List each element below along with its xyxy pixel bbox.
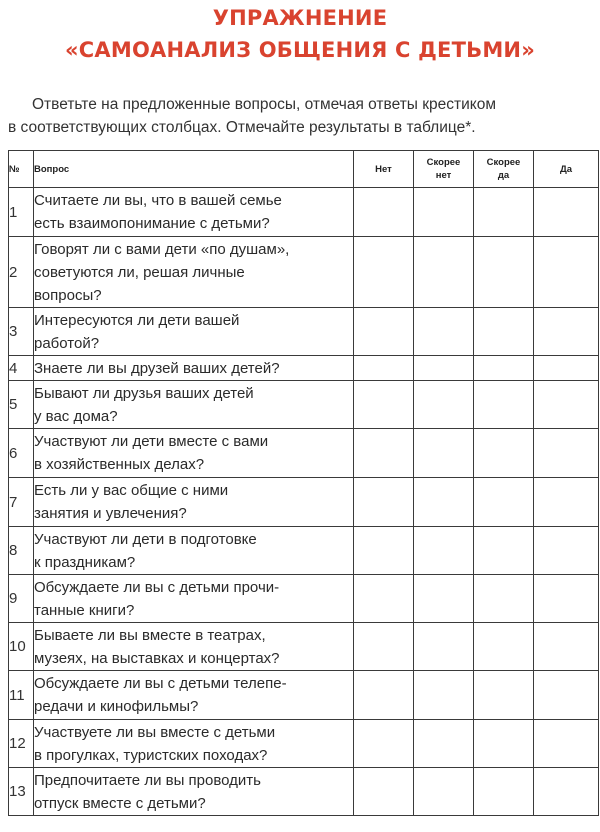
answer-yes-cell[interactable] xyxy=(534,237,599,308)
instructions-line-2: в соответствующих столбцах. Отмечайте результаты в таблице*. xyxy=(8,119,476,136)
answer-rather-no-cell[interactable] xyxy=(414,623,474,671)
answer-yes-cell[interactable] xyxy=(534,381,599,429)
answer-yes-cell[interactable] xyxy=(534,478,599,527)
header-rather-no-line2: нет xyxy=(435,170,452,181)
question-text-line: Бываете ли вы вместе в театрах, xyxy=(34,627,266,644)
question-cell xyxy=(34,623,354,671)
answer-rather-no-cell[interactable] xyxy=(414,720,474,768)
answer-yes-cell[interactable] xyxy=(534,720,599,768)
answer-rather-no-cell[interactable] xyxy=(414,237,474,308)
question-cell xyxy=(34,478,354,527)
answer-yes-cell[interactable] xyxy=(534,527,599,575)
answer-rather-no-cell[interactable] xyxy=(414,575,474,623)
table-row xyxy=(9,720,599,768)
question-text-line: отпуск вместе с детьми? xyxy=(34,795,206,812)
row-number: 10 xyxy=(9,623,34,671)
table-row xyxy=(9,671,599,720)
answer-rather-yes-cell[interactable] xyxy=(474,188,534,237)
question-cell xyxy=(34,768,354,816)
answer-rather-yes-cell[interactable] xyxy=(474,478,534,527)
answer-rather-yes-cell[interactable] xyxy=(474,356,534,381)
answer-yes-cell[interactable] xyxy=(534,671,599,720)
table-row xyxy=(9,188,599,237)
answer-rather-no-cell[interactable] xyxy=(414,671,474,720)
header-num: № xyxy=(9,151,34,188)
question-text-line: музеях, на выставках и концертах? xyxy=(34,650,280,667)
instructions xyxy=(8,93,596,139)
answer-yes-cell[interactable] xyxy=(534,188,599,237)
question-text-line: Считаете ли вы, что в вашей семье xyxy=(34,192,282,209)
question-text-line: занятия и увлечения? xyxy=(34,505,187,522)
exercise-title: «САМОАНАЛИЗ ОБЩЕНИЯ С ДЕТЬМИ» xyxy=(65,38,535,62)
row-number: 1 xyxy=(9,188,34,237)
question-text-line: к праздникам? xyxy=(34,554,136,571)
question-text-line: Предпочитаете ли вы проводить xyxy=(34,772,261,789)
header-rather-yes xyxy=(474,151,534,188)
question-cell xyxy=(34,720,354,768)
question-text-line: есть взаимопонимание с детьми? xyxy=(34,215,270,232)
question-cell xyxy=(34,237,354,308)
question-cell xyxy=(34,429,354,478)
answer-rather-no-cell[interactable] xyxy=(414,478,474,527)
table-row xyxy=(9,381,599,429)
answer-no-cell[interactable] xyxy=(354,237,414,308)
question-cell xyxy=(34,188,354,237)
answer-yes-cell[interactable] xyxy=(534,429,599,478)
answer-rather-yes-cell[interactable] xyxy=(474,308,534,356)
row-number: 7 xyxy=(9,478,34,527)
table-row xyxy=(9,237,599,308)
answer-no-cell[interactable] xyxy=(354,478,414,527)
answer-rather-yes-cell[interactable] xyxy=(474,527,534,575)
table-row xyxy=(9,527,599,575)
row-number: 2 xyxy=(9,237,34,308)
answer-yes-cell[interactable] xyxy=(534,308,599,356)
row-number: 4 xyxy=(9,356,34,381)
survey-table xyxy=(8,150,599,816)
answer-rather-yes-cell[interactable] xyxy=(474,575,534,623)
row-number: 6 xyxy=(9,429,34,478)
row-number: 9 xyxy=(9,575,34,623)
answer-yes-cell[interactable] xyxy=(534,575,599,623)
question-text-line: в хозяйственных делах? xyxy=(34,456,205,473)
answer-rather-no-cell[interactable] xyxy=(414,188,474,237)
answer-rather-yes-cell[interactable] xyxy=(474,237,534,308)
table-row xyxy=(9,429,599,478)
question-text-line: Есть ли у вас общие с ними xyxy=(34,482,229,499)
exercise-label: УПРАЖНЕНИЕ xyxy=(212,6,388,30)
answer-no-cell[interactable] xyxy=(354,188,414,237)
question-text-line: вопросы? xyxy=(34,287,102,304)
row-number: 12 xyxy=(9,720,34,768)
table-row xyxy=(9,356,599,381)
answer-rather-no-cell[interactable] xyxy=(414,429,474,478)
question-text-line: в прогулках, туристских походах? xyxy=(34,747,268,764)
table-row xyxy=(9,308,599,356)
answer-no-cell[interactable] xyxy=(354,671,414,720)
question-text-line: советуются ли, решая личные xyxy=(34,264,245,281)
question-cell xyxy=(34,308,354,356)
header-rather-yes-line2: да xyxy=(497,170,510,181)
question-text-line: Бывают ли друзья ваших детей xyxy=(34,385,254,402)
answer-yes-cell[interactable] xyxy=(534,356,599,381)
instructions-line-1: Ответьте на предложенные вопросы, отмечая ответы крестиком xyxy=(32,96,497,113)
table-row xyxy=(9,478,599,527)
answer-no-cell[interactable] xyxy=(354,768,414,816)
question-text-line: Обсуждаете ли вы с детьми прочи- xyxy=(34,579,280,596)
answer-rather-yes-cell[interactable] xyxy=(474,429,534,478)
question-text-line: Участвуют ли дети вместе с вами xyxy=(34,433,269,450)
header-rather-no xyxy=(414,151,474,188)
header-question: Вопрос xyxy=(34,151,354,188)
question-cell xyxy=(34,671,354,720)
answer-no-cell[interactable] xyxy=(354,623,414,671)
answer-rather-no-cell[interactable] xyxy=(414,527,474,575)
question-cell xyxy=(34,575,354,623)
answer-rather-no-cell[interactable] xyxy=(414,768,474,816)
answer-rather-yes-cell[interactable] xyxy=(474,381,534,429)
answer-rather-no-cell[interactable] xyxy=(414,381,474,429)
row-number: 11 xyxy=(9,671,34,720)
answer-no-cell[interactable] xyxy=(354,720,414,768)
answer-no-cell[interactable] xyxy=(354,429,414,478)
question-text-line: Интересуются ли дети вашей xyxy=(34,312,240,329)
answer-no-cell[interactable] xyxy=(354,575,414,623)
answer-no-cell[interactable] xyxy=(354,308,414,356)
answer-no-cell[interactable] xyxy=(354,381,414,429)
answer-rather-no-cell[interactable] xyxy=(414,308,474,356)
answer-rather-yes-cell[interactable] xyxy=(474,720,534,768)
table-header-row xyxy=(9,151,599,188)
answer-yes-cell[interactable] xyxy=(534,768,599,816)
header-yes: Да xyxy=(534,151,599,188)
row-number: 8 xyxy=(9,527,34,575)
row-number: 5 xyxy=(9,381,34,429)
question-cell xyxy=(34,356,354,381)
question-text-line: Участвуют ли дети в подготовке xyxy=(34,531,257,548)
question-cell xyxy=(34,527,354,575)
answer-no-cell[interactable] xyxy=(354,356,414,381)
table-row xyxy=(9,575,599,623)
question-text-line: Участвуете ли вы вместе с детьми xyxy=(34,724,276,741)
question-text-line: Говорят ли с вами дети «по душам», xyxy=(34,241,290,258)
question-text-line: у вас дома? xyxy=(34,408,118,425)
answer-no-cell[interactable] xyxy=(354,527,414,575)
row-number: 3 xyxy=(9,308,34,356)
question-text-line: Обсуждаете ли вы с детьми телепе- xyxy=(34,675,287,692)
question-text-line: Знаете ли вы друзей ваших детей? xyxy=(34,360,280,377)
question-text-line: работой? xyxy=(34,335,100,352)
table-row xyxy=(9,768,599,816)
answer-rather-no-cell[interactable] xyxy=(414,356,474,381)
answer-rather-yes-cell[interactable] xyxy=(474,671,534,720)
header-no: Нет xyxy=(354,151,414,188)
question-text-line: редачи и кинофильмы? xyxy=(34,698,199,715)
answer-rather-yes-cell[interactable] xyxy=(474,768,534,816)
question-text-line: танные книги? xyxy=(34,602,135,619)
table-row xyxy=(9,623,599,671)
question-cell xyxy=(34,381,354,429)
answer-rather-yes-cell[interactable] xyxy=(474,623,534,671)
row-number: 13 xyxy=(9,768,34,816)
header-rather-no-line1: Скорее xyxy=(426,157,461,168)
header-rather-yes-line1: Скорее xyxy=(486,157,521,168)
answer-yes-cell[interactable] xyxy=(534,623,599,671)
